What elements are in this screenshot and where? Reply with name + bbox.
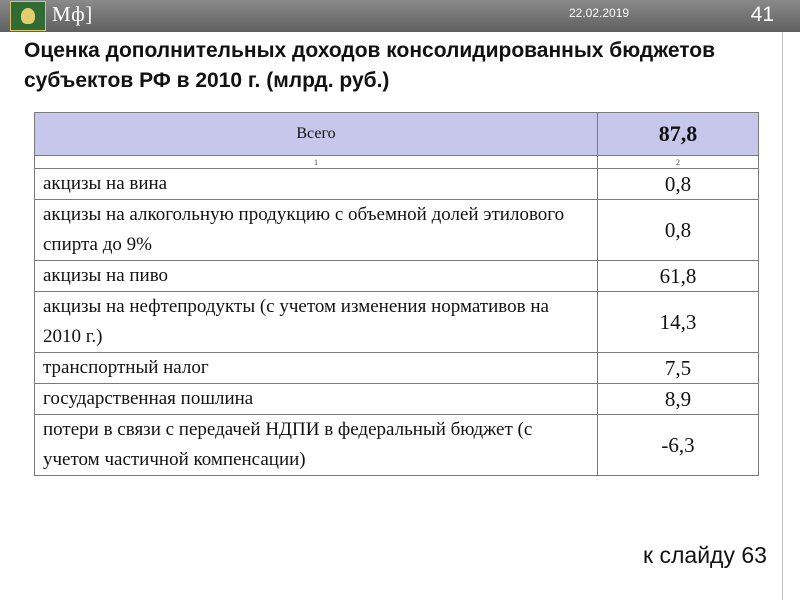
row-value: 61,8 [598, 261, 759, 292]
emblem-icon [21, 8, 35, 24]
ministry-logo-icon [10, 1, 46, 31]
slide-number: 41 [750, 3, 774, 26]
logo-text: Мф] [52, 2, 93, 26]
row-value: 8,9 [598, 384, 759, 415]
row-label: государственная пошлина [35, 384, 598, 415]
table-row [35, 261, 759, 292]
table-header-row [35, 113, 759, 156]
total-label: Всего [35, 113, 598, 156]
page-title: Оценка дополнительных доходов консолидированных бюджетов субъектов РФ в 2010 г. (млрд. руб.) [24, 39, 716, 92]
column-number: 2 [598, 156, 759, 169]
row-value: -6,3 [598, 415, 759, 476]
table-row [35, 292, 759, 353]
table-row [35, 415, 759, 476]
row-label: транспортный налог [35, 353, 598, 384]
column-number-row [35, 156, 759, 169]
row-label: акцизы на алкогольную продукцию с объемной долей этилового спирта до 9% [35, 200, 598, 261]
table-row [35, 384, 759, 415]
table-row [35, 353, 759, 384]
row-value: 14,3 [598, 292, 759, 353]
total-value: 87,8 [598, 113, 759, 156]
slide-reference-note: к слайду 63 [643, 542, 767, 568]
right-divider [782, 32, 783, 600]
row-value: 7,5 [598, 353, 759, 384]
row-value: 0,8 [598, 200, 759, 261]
row-value: 0,8 [598, 169, 759, 200]
revenue-table [34, 112, 759, 476]
table-row [35, 169, 759, 200]
row-label: акцизы на нефтепродукты (с учетом изменения нормативов на 2010 г.) [35, 292, 598, 353]
row-label: потери в связи с передачей НДПИ в федеральный бюджет (с учетом частичной компенсации) [35, 415, 598, 476]
top-bar [0, 0, 800, 32]
table-row [35, 200, 759, 261]
row-label: акцизы на вина [35, 169, 598, 200]
row-label: акцизы на пиво [35, 261, 598, 292]
slide-date: 22.02.2019 [569, 6, 630, 20]
column-number: 1 [35, 156, 598, 169]
